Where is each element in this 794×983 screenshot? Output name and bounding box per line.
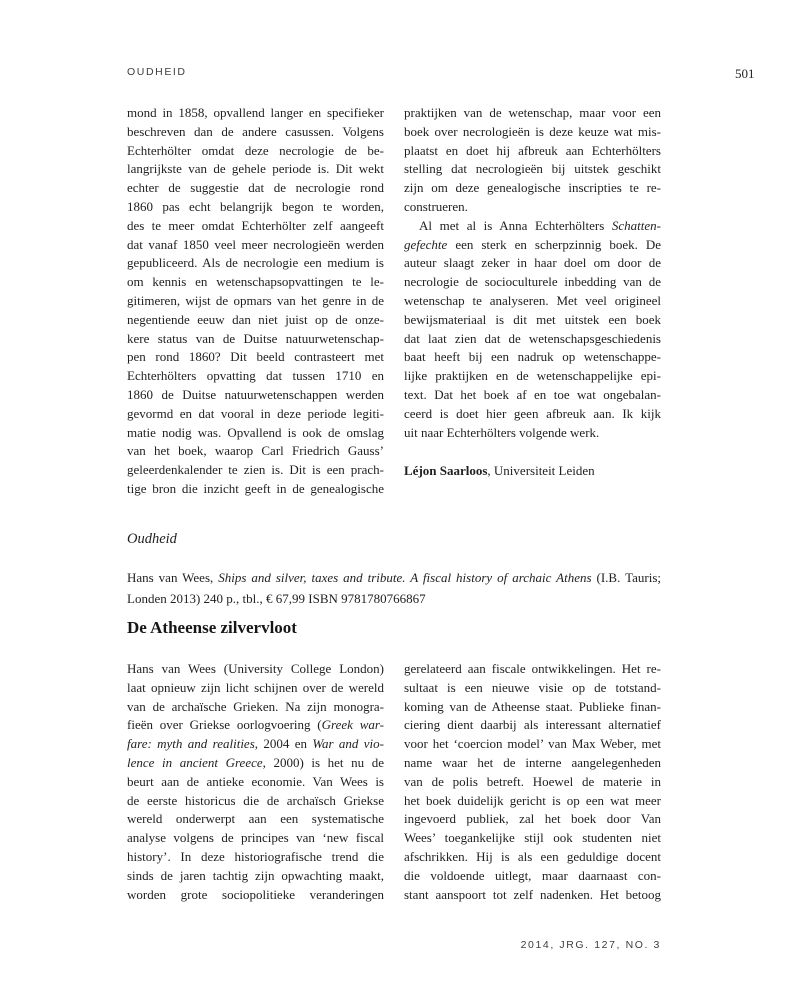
text-line: geleerdenkalender te zien is. Dit is een prach- — [127, 462, 384, 478]
review-continuation — [127, 104, 661, 499]
text-line: de eerste historicus die de archaïsch Griekse — [127, 792, 384, 808]
text-line: gepubliceerd. Als de necrologie een medium is — [127, 255, 384, 271]
text-line: Echterhölters opvatting dat tussen 1710 en — [127, 368, 384, 384]
journal-footer — [127, 939, 661, 951]
text-line: gefechte een sterk en scherpzinnig boek. De — [404, 236, 661, 252]
text-line: plaatst en doet hij afbreuk aan Echterhölters — [404, 142, 661, 158]
column-left — [127, 660, 384, 904]
text-line: wetenschap te analyseren. Met veel origineel — [404, 292, 661, 308]
text-line: fare: myth and realities, 2004 en War and vio- — [127, 736, 384, 752]
text-line: stelling dat necrologieën bij uitstek geschikt — [404, 161, 661, 177]
page-number: 501 — [735, 66, 755, 81]
reviewer-affiliation: , Universiteit Leiden — [487, 463, 595, 479]
text-line: 1860 de Duitse natuurwetenschappen werden — [127, 386, 384, 402]
text-line: gerelateerd aan fiscale ontwikkelingen. Het re- — [404, 661, 661, 676]
text-line: lijke praktijken en de wetenschappelijke epi- — [404, 368, 661, 384]
reviewer-name: Léjon Saarloos — [404, 463, 488, 479]
text-line: lence in ancient Greece, 2000) is het nu de — [127, 754, 384, 770]
text-line: analyse volgens de principes van ‘new fiscal — [127, 830, 384, 846]
text-line: necrologie de socioculturele inbedding van de — [404, 274, 661, 290]
column-right — [404, 104, 661, 499]
text-line: pen rond 1860? Dit beeld contrasteert met — [127, 349, 384, 365]
text-line: wereld onderwerpt aan een systematische — [127, 811, 384, 827]
text-line: van de archaïsche Grieken. Na zijn monogra- — [127, 698, 384, 714]
text-line: sultaat is een nieuwe visie op de totstand- — [404, 679, 661, 695]
text-line: die voldoende uitlegt, maar daarnaast con- — [404, 867, 661, 883]
text-line: worden grote sociopolitieke veranderingen — [127, 886, 384, 902]
reviewer-signature — [404, 462, 661, 481]
text-line: het boek duidelijk gericht is op een wat meer — [404, 792, 661, 808]
text-line: laat opnieuw zijn licht schijnen over de wereld — [127, 679, 384, 695]
text-line: gevormd en dat vooral in deze periode legiti- — [127, 405, 384, 421]
column-right — [404, 660, 661, 904]
running-header — [127, 66, 187, 78]
text-line: gitimeren, wijst de opmars van het genre in de — [127, 292, 384, 308]
text-line: negentiende eeuw dan niet juist op de onze- — [127, 311, 384, 327]
text-line: van het boek, waarop Carl Friedrich Gauss’ — [127, 443, 384, 459]
text-line: kere status van de Duitse natuurwetenschap- — [127, 330, 384, 346]
review-title: De Atheense zilvervloot — [127, 618, 297, 637]
text-line: construeren. — [404, 198, 468, 214]
text-line: beschreven dan de andere casussen. Volgens — [127, 123, 384, 139]
text-line: ceerd is doet hier geen afbreuk aan. Ik kijk — [404, 405, 661, 421]
text-line: Wees’ toegankelijke stijl ook studenten niet — [404, 830, 661, 846]
text-line: fieën over Griekse oorlogvoering (Greek war- — [127, 717, 384, 733]
review-body-left — [127, 660, 384, 904]
text-line: beurt aan de antieke economie. Van Wees is — [127, 773, 384, 789]
text-line: boek over necrologieën is deze keuze wat mis- — [404, 123, 661, 139]
review-text-left — [127, 104, 384, 499]
text-line: van de polis betreft. Hoewel de materie in — [404, 773, 661, 789]
section-running-title: OUDHEID — [127, 66, 187, 78]
text-line: des te meer omdat Echterhölter zelf aangeeft — [127, 217, 384, 233]
text-line: zijn om deze genealogische inscripties te re- — [404, 180, 661, 196]
text-line: dat laat zien dat de wetenschapsgeschiedenis — [404, 330, 661, 346]
review-text-right — [404, 104, 661, 442]
text-line: name waar het de interne aangelegenheden — [404, 754, 661, 770]
text-line: Hans van Wees (University College London) — [127, 661, 384, 676]
text-line: dat vanaf 1850 veel meer necrologieën werden — [127, 236, 384, 252]
text-line: voor het ‘coercion model’ van Max Weber, met — [404, 736, 661, 752]
section-heading: Oudheid — [127, 531, 177, 547]
text-line: 1860 pas echt belangrijk begon te worden, — [127, 198, 384, 214]
text-line: uit naar Echterhölters volgende werk. — [404, 424, 600, 440]
text-line: text. Dat het boek af en toe wat ongebalan- — [404, 386, 661, 402]
issue-info: 2014, JRG. 127, NO. 3 — [520, 939, 661, 951]
text-line: Echterhölter omdat deze necrologie de be- — [127, 142, 384, 158]
text-line: langrijkste van de gehele periode is. Dit wekt — [127, 161, 384, 177]
text-line: auteur slaagt zeker in haar doel om door de — [404, 255, 661, 271]
book-citation — [127, 568, 661, 609]
text-line: Hans van Wees, Ships and silver, taxes and tribute. A fiscal history of archaic Athens (I.B. Tauris; Londen 2013) 240 p., tbl., € 67,99 ISBN 9781780766867 — [127, 570, 661, 606]
text-line: koming van de Atheense staat. Publieke finan- — [404, 698, 661, 714]
book-citation-text — [127, 568, 661, 609]
text-line: afschrikken. Hij is als een geduldige docent — [404, 848, 661, 864]
text-line: ingevoerd publiek, zal het boek door Van — [404, 811, 661, 827]
text-line: praktijken van de wetenschap, maar voor een — [404, 105, 661, 120]
review-body-right — [404, 660, 661, 904]
text-line: matie nodig was. Opvallend is ook de omslag — [127, 424, 384, 440]
text-line: baat heeft bij een nadruk op wetenschappe- — [404, 349, 661, 365]
text-line: tige bron die inzicht geeft in de genealogische — [127, 480, 384, 496]
review-body — [127, 660, 661, 904]
text-line: mond in 1858, opvallend langer en specifieker — [127, 105, 384, 120]
column-left — [127, 104, 384, 499]
text-line: stant aanspoort tot zelf nadenken. Het betoog — [404, 886, 661, 902]
text-line: sinds de jaren tachtig zijn opwachting maakt, — [127, 867, 384, 883]
text-line: bewijsmateriaal is dit met uitstek een boek — [404, 311, 661, 327]
text-line: om kennis en wetenschapsopvattingen te le- — [127, 274, 384, 290]
text-line: history’. In deze historiografische trend die — [127, 848, 384, 864]
text-line: Al met al is Anna Echterhölters Schatten- — [419, 217, 661, 233]
text-line: echter de suggestie dat de necrologie rond — [127, 180, 384, 196]
text-line: ciering dient daarbij als interessant alternatief — [404, 717, 661, 733]
